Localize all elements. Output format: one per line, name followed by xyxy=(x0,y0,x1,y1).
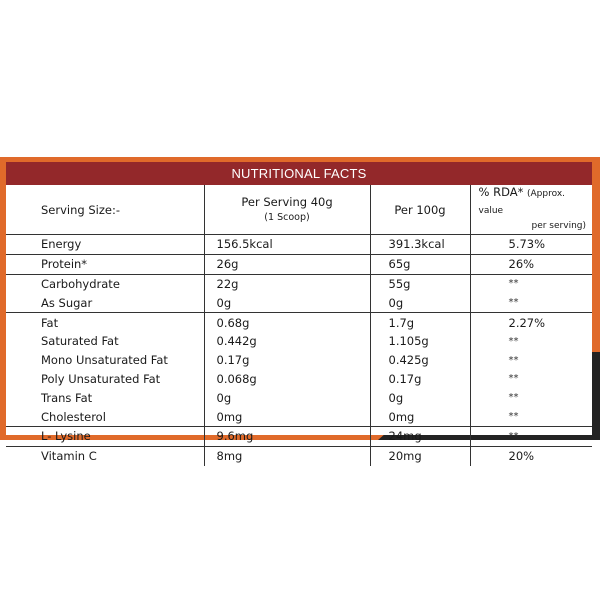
per-serving-value: 9.6mg xyxy=(204,426,370,446)
per-100g-value: 0.17g xyxy=(370,370,470,389)
per-100g-value: 24mg xyxy=(370,426,470,446)
nutrient-name: Saturated Fat xyxy=(41,334,119,349)
table-row xyxy=(6,388,592,407)
per-100g-value: 0mg xyxy=(370,407,470,426)
nutrient-name: Carbohydrate xyxy=(41,276,120,291)
table-row xyxy=(6,235,592,255)
rda-value: 2.27% xyxy=(470,313,592,332)
serving-size-label: Serving Size:- xyxy=(6,185,204,235)
per-100g-value: 55g xyxy=(370,274,470,293)
nutrition-facts-title: NUTRITIONAL FACTS xyxy=(6,162,592,185)
nutrient-name: Mono Unsaturated Fat xyxy=(41,353,168,368)
nutrition-facts-panel xyxy=(6,162,592,464)
per-100g-value: 1.7g xyxy=(370,313,470,332)
rda-value: 5.73% xyxy=(470,235,592,255)
rda-value: 20% xyxy=(470,446,592,465)
per-serving-value: 26g xyxy=(204,254,370,274)
rda-value: ** xyxy=(470,332,592,351)
rda-value: 26% xyxy=(470,254,592,274)
rda-value: ** xyxy=(470,351,592,370)
per-serving-value: 0mg xyxy=(204,407,370,426)
table-row xyxy=(6,351,592,370)
per-100g-header: Per 100g xyxy=(370,185,470,235)
nutrient-name: Cholesterol xyxy=(6,407,204,426)
table-row xyxy=(6,313,592,332)
per-serving-value: 0g xyxy=(204,293,370,312)
table-row xyxy=(6,254,592,274)
rda-value: ** xyxy=(470,388,592,407)
per-serving-value: 22g xyxy=(204,274,370,293)
nutrient-name: As Sugar xyxy=(6,293,204,312)
per-100g-value: 65g xyxy=(370,254,470,274)
nutrient-name: L- Lysine xyxy=(6,426,204,446)
per-serving-value: 0.442g xyxy=(204,332,370,351)
nutrient-name: Vitamin C xyxy=(41,449,97,464)
nutrient-name: Fat xyxy=(41,315,59,330)
per-serving-header-sub: (1 Scoop) xyxy=(264,211,310,223)
rda-value: ** xyxy=(470,407,592,426)
rda-value: ** xyxy=(470,426,592,446)
nutrient-name: Protein* xyxy=(6,254,204,274)
rda-value: ** xyxy=(470,274,592,293)
per-100g-value: 0.425g xyxy=(370,351,470,370)
per-serving-value: 8mg xyxy=(204,446,370,465)
table-row xyxy=(6,446,592,465)
per-serving-value: 0g xyxy=(204,388,370,407)
per-serving-value: 0.17g xyxy=(204,351,370,370)
rda-value: ** xyxy=(470,370,592,389)
per-serving-value: 156.5kcal xyxy=(204,235,370,255)
table-row xyxy=(6,274,592,293)
dark-frame-accent-edge xyxy=(592,352,600,440)
nutrition-table xyxy=(6,185,592,466)
table-row xyxy=(6,370,592,389)
per-100g-value: 1.105g xyxy=(370,332,470,351)
table-row xyxy=(6,407,592,426)
per-100g-value: 0g xyxy=(370,388,470,407)
per-serving-header-label: Per Serving 40g xyxy=(241,194,333,209)
rda-header-label: % RDA* xyxy=(478,185,524,199)
table-header-row xyxy=(6,185,592,235)
nutrient-name: Trans Fat xyxy=(41,390,93,405)
per-serving-header xyxy=(204,185,370,235)
rda-header-note: (Approx. value xyxy=(478,189,566,216)
table-row xyxy=(6,293,592,312)
per-100g-value: 391.3kcal xyxy=(370,235,470,255)
per-100g-value: 0g xyxy=(370,293,470,312)
table-row xyxy=(6,332,592,351)
per-serving-value: 0.068g xyxy=(204,370,370,389)
per-serving-value: 0.68g xyxy=(204,313,370,332)
nutrient-name: Energy xyxy=(6,235,204,255)
rda-header xyxy=(470,185,592,235)
rda-value: ** xyxy=(470,293,592,312)
rda-header-note-2: per serving) xyxy=(531,221,586,231)
table-row xyxy=(6,426,592,446)
nutrient-name: Poly Unsaturated Fat xyxy=(41,371,161,386)
per-100g-value: 20mg xyxy=(370,446,470,465)
